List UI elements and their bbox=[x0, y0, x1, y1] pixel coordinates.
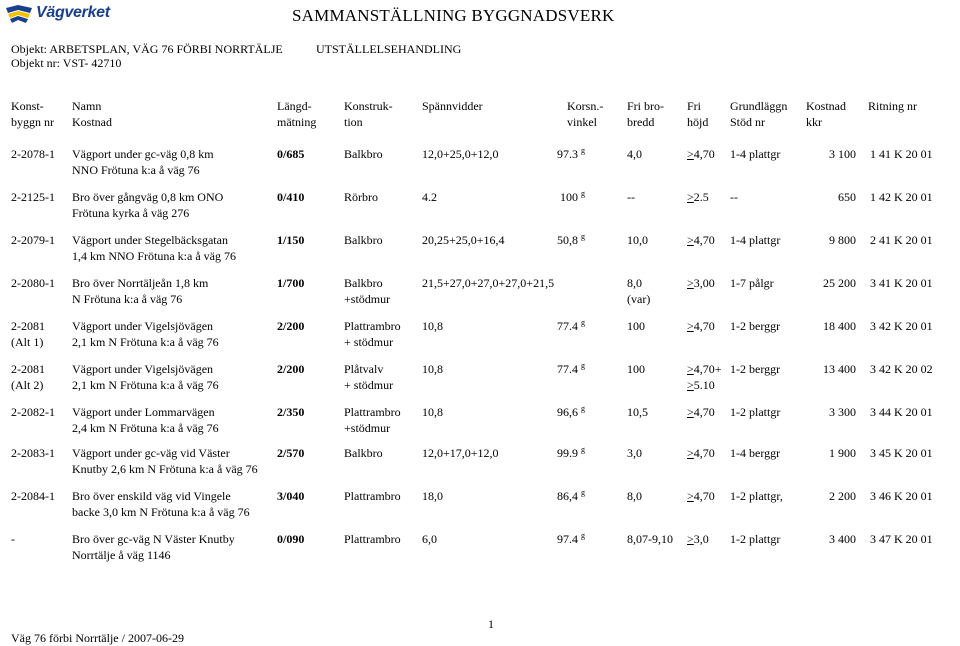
cell-construction-nr: 2-2125-1 bbox=[11, 190, 55, 204]
cell-fri-hojd: >4,70 bbox=[687, 147, 715, 161]
cell-konstruktion: Plattrambro +stödmur bbox=[344, 405, 401, 435]
cell-fri-brobredd: 8,07-9,10 bbox=[627, 532, 673, 546]
cell-construction-nr: 2-2079-1 bbox=[11, 233, 55, 247]
cell-spannvidder: 6,0 bbox=[422, 532, 437, 546]
cell-langdmatning: 0/685 bbox=[277, 147, 305, 161]
table-row bbox=[0, 488, 960, 528]
cell-fri-brobredd: 8,0 (var) bbox=[627, 276, 651, 306]
cell-kostnad: 2 200 bbox=[829, 489, 856, 503]
cell-grundlaggning: 1-2 berggr bbox=[730, 319, 781, 333]
cell-grundlaggning: 1-2 plattgr, bbox=[730, 489, 783, 503]
col-header-korsningsvinkel: Korsn.- vinkel bbox=[567, 99, 604, 129]
cell-construction-nr: 2-2081 (Alt 1) bbox=[11, 319, 45, 349]
cell-fri-brobredd: 10,5 bbox=[627, 405, 648, 419]
cell-kostnad: 13 400 bbox=[823, 362, 856, 376]
cell-kostnad: 18 400 bbox=[823, 319, 856, 333]
cell-name: Vägport under gc-väg 0,8 km NNO Frötuna k:a å väg 76 bbox=[72, 147, 214, 177]
col-header-fri-hojd: Fri höjd bbox=[687, 99, 709, 129]
cell-construction-nr: 2-2081 (Alt 2) bbox=[11, 362, 45, 392]
cell-fri-brobredd: 100 bbox=[627, 362, 645, 376]
table-row bbox=[0, 318, 960, 358]
cell-name: Bro över gc-väg N Väster Knutby Norrtälje å väg 1146 bbox=[72, 532, 235, 562]
table-row bbox=[0, 445, 960, 485]
cell-kostnad: 3 400 bbox=[829, 532, 856, 546]
cell-name: Vägport under Stegelbäcksgatan 1,4 km NNO Frötuna k:a å väg 76 bbox=[72, 233, 236, 263]
cell-fri-brobredd: 4,0 bbox=[627, 147, 642, 161]
col-header-konstruktion: Konstruk- tion bbox=[344, 99, 393, 129]
cell-construction-nr: 2-2078-1 bbox=[11, 147, 55, 161]
cell-konstruktion: Plattrambro bbox=[344, 489, 401, 503]
cell-korsningsvinkel: 97.3 $^g$ bbox=[557, 146, 585, 161]
cell-fri-brobredd: 3,0 bbox=[627, 446, 642, 460]
cell-grundlaggning: 1-4 plattgr bbox=[730, 147, 781, 161]
cell-fri-hojd: >4,70 bbox=[687, 233, 715, 247]
document-title: SAMMANSTÄLLNING BYGGNADSVERK bbox=[292, 6, 615, 25]
cell-fri-hojd: >3,00 bbox=[687, 276, 715, 290]
cell-grundlaggning: 1-2 plattgr bbox=[730, 405, 781, 419]
cell-spannvidder: 18,0 bbox=[422, 489, 443, 503]
cell-construction-nr: 2-2080-1 bbox=[11, 276, 55, 290]
cell-fri-hojd: >2.5 bbox=[687, 190, 709, 204]
cell-name: Vägport under Vigelsjövägen 2,1 km N Frötuna k:a å väg 76 bbox=[72, 362, 219, 392]
cell-konstruktion: Balkbro bbox=[344, 147, 383, 161]
cell-construction-nr: 2-2083-1 bbox=[11, 446, 55, 460]
cell-konstruktion: Plattrambro + stödmur bbox=[344, 319, 401, 349]
cell-korsningsvinkel: 97.4 $^g$ bbox=[557, 531, 585, 546]
cell-fri-brobredd: 100 bbox=[627, 319, 645, 333]
cell-fri-brobredd: 10,0 bbox=[627, 233, 648, 247]
cell-langdmatning: 1/150 bbox=[277, 233, 305, 247]
cell-langdmatning: 1/700 bbox=[277, 276, 305, 290]
cell-fri-hojd: >4,70 bbox=[687, 319, 715, 333]
col-header-langd: Längd- mätning bbox=[277, 99, 317, 129]
cell-konstruktion: Balkbro bbox=[344, 233, 383, 247]
cell-spannvidder: 12,0+25,0+12,0 bbox=[422, 147, 499, 161]
cell-fri-hojd: >4,70 bbox=[687, 489, 715, 503]
cell-langdmatning: 3/040 bbox=[277, 489, 305, 503]
cell-ritning-nr: 3 44 K 20 01 bbox=[870, 405, 933, 419]
col-header-kostnad: Kostnad kkr bbox=[806, 99, 846, 129]
cell-kostnad: 3 100 bbox=[829, 147, 856, 161]
cell-spannvidder: 10,8 bbox=[422, 319, 443, 333]
cell-korsningsvinkel: 50,8 $^g$ bbox=[557, 232, 585, 247]
cell-spannvidder: 20,25+25,0+16,4 bbox=[422, 233, 505, 247]
cell-konstruktion: Balkbro +stödmur bbox=[344, 276, 391, 306]
cell-langdmatning: 2/200 bbox=[277, 362, 305, 376]
cell-ritning-nr: 3 47 K 20 01 bbox=[870, 532, 933, 546]
objekt-nr-line: Objekt nr: VST- 42710 bbox=[11, 56, 122, 70]
col-header-namn: Namn Kostnad bbox=[72, 99, 112, 129]
cell-konstruktion: Rörbro bbox=[344, 190, 378, 204]
cell-name: Vägport under gc-väg vid Väster Knutby 2,6 km N Frötuna k:a å väg 76 bbox=[72, 446, 258, 476]
cell-ritning-nr: 1 41 K 20 01 bbox=[870, 147, 933, 161]
cell-grundlaggning: 1-4 berggr bbox=[730, 446, 781, 460]
cell-korsningsvinkel: 86,4 $^g$ bbox=[557, 488, 585, 503]
cell-ritning-nr: 2 41 K 20 01 bbox=[870, 233, 933, 247]
document-subtitle: UTSTÄLLELSEHANDLING bbox=[316, 42, 462, 56]
cell-langdmatning: 2/350 bbox=[277, 405, 305, 419]
col-header-spannvidder: Spännvidder bbox=[422, 99, 483, 113]
page-number: 1 bbox=[488, 617, 494, 631]
col-header-ritning: Ritning nr bbox=[868, 99, 918, 113]
vagverket-emblem-icon bbox=[4, 4, 34, 26]
cell-fri-brobredd: -- bbox=[627, 190, 635, 204]
cell-name: Bro över enskild väg vid Vingele backe 3,0 km N Frötuna k:a å väg 76 bbox=[72, 489, 250, 519]
table-row bbox=[0, 361, 960, 401]
table-row bbox=[0, 404, 960, 444]
cell-kostnad: 3 300 bbox=[829, 405, 856, 419]
cell-name: Vägport under Vigelsjövägen 2,1 km N Frötuna k:a å väg 76 bbox=[72, 319, 219, 349]
col-header-fri-brobredd: Fri bro- bredd bbox=[627, 99, 664, 129]
footer-text: Väg 76 förbi Norrtälje / 2007-06-29 bbox=[11, 631, 184, 645]
table-row bbox=[0, 275, 960, 315]
cell-name: Vägport under Lommarvägen 2,4 km N Frötuna k:a å väg 76 bbox=[72, 405, 219, 435]
cell-korsningsvinkel: 96,6 $^g$ bbox=[557, 404, 585, 419]
cell-fri-hojd: >4,70 bbox=[687, 446, 715, 460]
vagverket-logo bbox=[4, 4, 116, 26]
cell-kostnad: 25 200 bbox=[823, 276, 856, 290]
col-header-grundlaggning: Grundläggn Stöd nr bbox=[730, 99, 788, 129]
cell-construction-nr: 2-2084-1 bbox=[11, 489, 55, 503]
cell-kostnad: 9 800 bbox=[829, 233, 856, 247]
cell-fri-brobredd: 8,0 bbox=[627, 489, 642, 503]
col-header-nr: Konst- byggn nr bbox=[11, 99, 54, 129]
cell-grundlaggning: 1-4 plattgr bbox=[730, 233, 781, 247]
cell-spannvidder: 4.2 bbox=[422, 190, 437, 204]
logo-text: Vägverket bbox=[36, 4, 110, 21]
cell-ritning-nr: 3 45 K 20 01 bbox=[870, 446, 933, 460]
cell-spannvidder: 21,5+27,0+27,0+27,0+21,5 bbox=[422, 276, 555, 290]
cell-grundlaggning: -- bbox=[730, 190, 738, 204]
cell-langdmatning: 2/200 bbox=[277, 319, 305, 333]
cell-fri-hojd: >4,70+ >5.10 bbox=[687, 362, 722, 392]
table-row bbox=[0, 189, 960, 229]
objekt-line: Objekt: ARBETSPLAN, VÄG 76 FÖRBI NORRTÄLJE bbox=[11, 42, 283, 56]
cell-korsningsvinkel: 77.4 $^g$ bbox=[557, 361, 585, 376]
cell-ritning-nr: 1 42 K 20 01 bbox=[870, 190, 933, 204]
cell-ritning-nr: 3 46 K 20 01 bbox=[870, 489, 933, 503]
table-row bbox=[0, 146, 960, 186]
cell-fri-hojd: >3,0 bbox=[687, 532, 709, 546]
cell-konstruktion: Plattrambro bbox=[344, 532, 401, 546]
cell-spannvidder: 12,0+17,0+12,0 bbox=[422, 446, 499, 460]
cell-grundlaggning: 1-2 plattgr bbox=[730, 532, 781, 546]
table-row bbox=[0, 531, 960, 571]
cell-fri-hojd: >4,70 bbox=[687, 405, 715, 419]
cell-korsningsvinkel: 99.9 $^g$ bbox=[557, 445, 585, 460]
cell-langdmatning: 2/570 bbox=[277, 446, 305, 460]
cell-name: Bro över gångväg 0,8 km ONO Frötuna kyrka å väg 276 bbox=[72, 190, 224, 220]
cell-kostnad: 650 bbox=[838, 190, 856, 204]
cell-ritning-nr: 3 42 K 20 01 bbox=[870, 319, 933, 333]
cell-grundlaggning: 1-2 berggr bbox=[730, 362, 781, 376]
cell-korsningsvinkel: 100 $^g$ bbox=[560, 189, 585, 204]
cell-grundlaggning: 1-7 pålgr bbox=[730, 276, 774, 290]
table-row bbox=[0, 232, 960, 272]
cell-konstruktion: Plåtvalv + stödmur bbox=[344, 362, 394, 392]
cell-konstruktion: Balkbro bbox=[344, 446, 383, 460]
cell-spannvidder: 10,8 bbox=[422, 362, 443, 376]
cell-spannvidder: 10,8 bbox=[422, 405, 443, 419]
cell-langdmatning: 0/410 bbox=[277, 190, 305, 204]
cell-langdmatning: 0/090 bbox=[277, 532, 305, 546]
cell-ritning-nr: 3 42 K 20 02 bbox=[870, 362, 933, 376]
cell-construction-nr: 2-2082-1 bbox=[11, 405, 55, 419]
cell-construction-nr: - bbox=[11, 532, 15, 546]
cell-kostnad: 1 900 bbox=[829, 446, 856, 460]
cell-ritning-nr: 3 41 K 20 01 bbox=[870, 276, 933, 290]
cell-name: Bro över Norrtäljeån 1,8 km N Frötuna k:a å väg 76 bbox=[72, 276, 209, 306]
cell-korsningsvinkel: 77.4 $^g$ bbox=[557, 318, 585, 333]
